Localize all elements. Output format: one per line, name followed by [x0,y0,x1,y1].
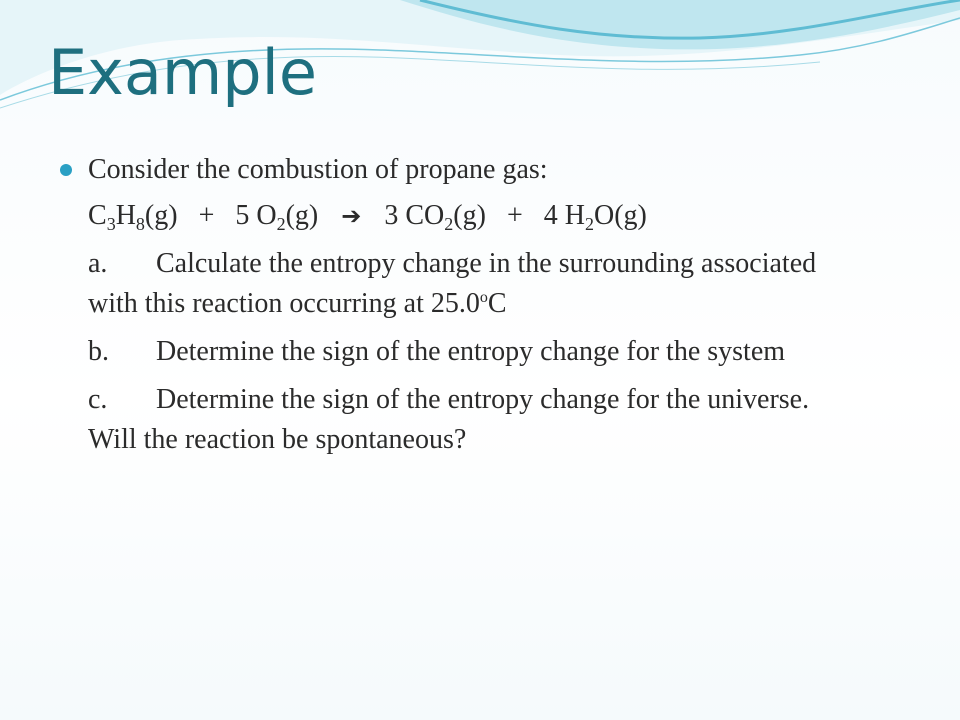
chemical-equation [88,196,860,236]
eq-water: 4 $H_2O(g)$ [543,200,647,234]
part-label: a. [88,248,108,279]
eq-oxygen: 5 $O_2(g)$ [235,200,319,234]
part-c: c. Determine the sign of the entropy change for the universe. Will the reaction be spontaneous? [88,380,860,460]
part-label: b. [88,336,109,367]
intro-text: Consider the combustion of propane gas: [88,154,548,185]
part-b: b. Determine the sign of the entropy change for the system [88,332,860,372]
slide-title: Example [48,36,317,109]
slide-body [60,150,860,460]
eq-carbon-dioxide: 3 $CO_2(g)$ [384,200,486,234]
bullet-item [60,150,860,460]
eq-propane: $C_3H_8(g)$ [88,200,178,234]
eq-plus: + [506,200,523,231]
bullet-dot-icon [60,164,72,176]
eq-plus: + [198,200,215,231]
part-a: a. Calculate the entropy change in the surrounding associated with this reaction occurring at 25.0$^o$C [88,244,860,324]
reaction-arrow-icon: ➔ [341,202,362,230]
part-label: c. [88,384,108,415]
